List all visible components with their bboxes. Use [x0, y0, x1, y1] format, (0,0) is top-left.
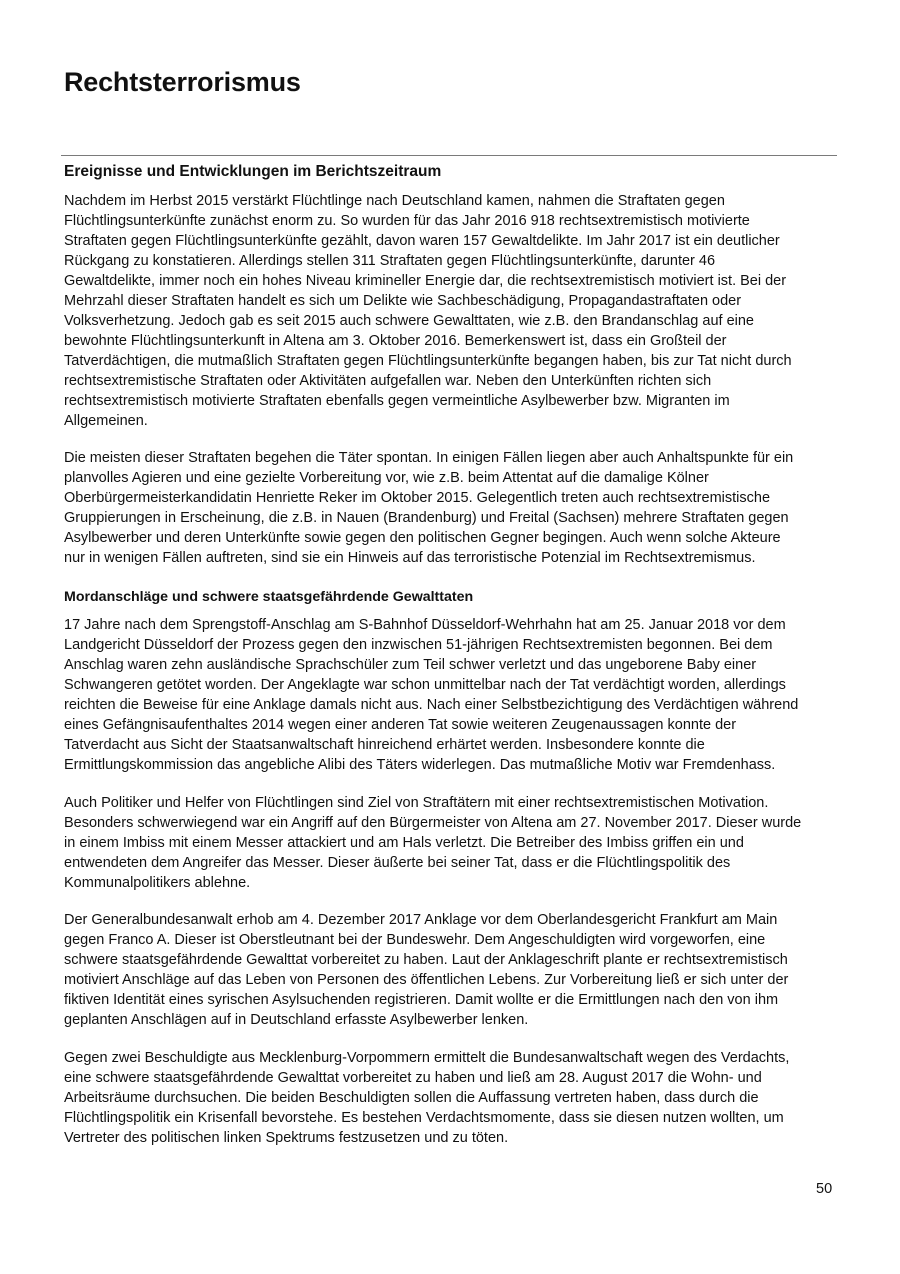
text-line: Tatverdacht aus Sicht der Staatsanwaltschaft hinreichend erhärtet werden. Insbesondere konnte die	[64, 737, 705, 753]
text-line: Der Generalbundesanwalt erhob am 4. Dezember 2017 Anklage vor dem Oberlandesgericht Frankfurt am Main	[64, 912, 778, 928]
text-line: reichten die Beweise für eine Anklage damals nicht aus. Nach einer Selbstbezichtigung des Verdächtigen während	[64, 697, 799, 713]
text-line: Gruppierungen in Erscheinung, die z.B. in Nauen (Brandenburg) und Freital (Sachsen) mehrere Straftaten gegen	[64, 510, 789, 526]
text-line: Volksverhetzung. Jedoch gab es seit 2015 auch schwere Gewalttaten, wie z.B. den Brandanschlag auf eine	[64, 313, 754, 329]
paragraph	[64, 191, 854, 431]
text-line: gegen Franco A. Dieser ist Oberstleutnant bei der Bundeswehr. Dem Angeschuldigten wird vorgeworfen, eine	[64, 932, 766, 948]
text-line: Die meisten dieser Straftaten begehen die Täter spontan. In einigen Fällen liegen aber auch Anhaltspunkte für ein	[64, 450, 794, 466]
text-line: schwere staatsgefährdende Gewalttat vorbereitet zu haben. Laut der Anklageschrift plante er rechtsextremistisch	[64, 952, 788, 968]
text-line: Kommunalpolitikers ablehne.	[64, 875, 251, 891]
text-line: 17 Jahre nach dem Sprengstoff-Anschlag am S-Bahnhof Düsseldorf-Wehrhahn hat am 25. Januar 2018 vor dem	[64, 617, 786, 633]
text-line: eine schwere staatsgefährdende Gewalttat vorbereitet zu haben und ließ am 28. August 2017 die Wohn- und	[64, 1070, 762, 1086]
text-line: rechtsextremistische Straftaten oder Aktivitäten aufgefallen war. Neben den Unterkünften richten sich	[64, 373, 712, 389]
text-line: entwendeten dem Angreifer das Messer. Dieser äußerte bei seiner Tat, dass er die Flüchtlingspolitik des	[64, 855, 731, 871]
text-line: Ermittlungskommission das angebliche Alibi des Täters widerlegen. Das mutmaßliche Motiv war Fremdenhass.	[64, 757, 776, 773]
text-line: Mehrzahl dieser Straftaten handelt es sich um Delikte wie Sachbeschädigung, Propagandastraftaten oder	[64, 293, 742, 309]
text-line: eines Gefängnisaufenthaltes 2014 wegen einer anderen Tat sowie weiteren Zeugenaussagen konnte der	[64, 717, 737, 733]
text-line: Flüchtlingsunterkünfte zunächst enorm zu. So wurden für das Jahr 2016 918 rechtsextremistisch motivierte	[64, 213, 750, 229]
text-line: rechtsextremistisch motivierte Straftaten ebenfalls gegen vermeintliche Asylbewerber bzw. Migranten im	[64, 393, 730, 409]
text-line: fiktiven Identität eines syrischen Asylsuchenden registrieren. Damit wollte er die Ermittlungen nach den von ihm	[64, 992, 779, 1008]
section-heading-ereignisse: Ereignisse und Entwicklungen im Berichtszeitraum	[64, 163, 442, 180]
text-line: geplanten Anschlägen auf in Deutschland erfasste Asylbewerber lenken.	[64, 1012, 529, 1028]
section-divider	[61, 155, 837, 156]
paragraph	[64, 448, 854, 568]
text-line: Nachdem im Herbst 2015 verstärkt Flüchtlinge nach Deutschland kamen, nahmen die Straftaten gegen	[64, 193, 725, 209]
text-line: Arbeitsräume durchsuchen. Die beiden Beschuldigten sollen die Auffassung vertreten haben, dass durch die	[64, 1090, 759, 1106]
text-line: Auch Politiker und Helfer von Flüchtlingen sind Ziel von Straftätern mit einer rechtsextremistischen Motivation.	[64, 795, 769, 811]
text-line: Landgericht Düsseldorf der Prozess gegen den inzwischen 51-jährigen Rechtsextremisten begonnen. Bei dem	[64, 637, 773, 653]
text-line: Asylbewerber und deren Unterkünfte sowie gegen den politischen Gegner begingen. Auch wenn solche Akteure	[64, 530, 781, 546]
text-line: Gewaltdelikte, immer noch ein hohes Niveau krimineller Energie dar, die rechtsextremistisch motiviert ist. Bei der	[64, 273, 787, 289]
text-line: Schwangeren getötet worden. Der Angeklagte war schon unmittelbar nach der Tat verdächtigt worden, allerdings	[64, 677, 786, 693]
text-line: in einem Imbiss mit einem Messer attackiert und am Hals verletzt. Die Betreiber des Imbiss griffen ein und	[64, 835, 744, 851]
text-line: Vertreter des politischen linken Spektrums festzusetzen und zu töten.	[64, 1130, 509, 1146]
text-line: Oberbürgermeisterkandidatin Henriette Reker im Oktober 2015. Gelegentlich treten auch rechtsextremistische	[64, 490, 771, 506]
text-line: Gegen zwei Beschuldigte aus Mecklenburg-Vorpommern ermittelt die Bundesanwaltschaft wegen des Verdachts,	[64, 1050, 790, 1066]
text-line: Besonders schwerwiegend war ein Angriff auf den Bürgermeister von Altena am 27. November 2017. Dieser wurde	[64, 815, 802, 831]
page-title: Rechtsterrorismus	[64, 67, 301, 97]
text-line: Allgemeinen.	[64, 413, 148, 429]
paragraph	[64, 910, 854, 1030]
text-line: motiviert Anschläge auf das Leben von Personen des öffentlichen Lebens. Zur Vorbereitung ließ er sich unter der	[64, 972, 789, 988]
text-line: planvolles Agieren und eine gezielte Vorbereitung vor, wie z.B. beim Attentat auf die damalige Kölner	[64, 470, 709, 486]
paragraph	[64, 793, 854, 893]
text-line: Anschlag waren zehn ausländische Sprachschüler zum Teil schwer verletzt und das ungeborene Baby einer	[64, 657, 757, 673]
text-line: Rückgang zu konstatieren. Allerdings stellen 311 Straftaten gegen Flüchtlingsunterkünfte, darunter 46	[64, 253, 716, 269]
paragraph	[64, 615, 854, 775]
text-line: bewohnte Flüchtlingsunterkunft in Altena am 3. Oktober 2016. Bemerkenswert ist, dass ein Großteil der	[64, 333, 727, 349]
text-line: Straftaten gegen Flüchtlingsunterkünfte gezählt, davon waren 157 Gewaltdelikte. Im Jahr 2017 ist ein deutlicher	[64, 233, 780, 249]
paragraph	[64, 1048, 854, 1148]
text-line: nur in wenigen Fällen auftreten, sind sie ein Hinweis auf das terroristische Potenzial im Rechtsextremismus.	[64, 550, 756, 566]
text-line: Flüchtlingspolitik ein Krisenfall bevorstehe. Es bestehen Verdachtsmomente, dass sie diesen nutzen wollten, um	[64, 1110, 784, 1126]
text-line: Tatverdächtigen, die mutmaßlich Straftaten gegen Flüchtlingsunterkünfte begangen haben, bis zur Tat nicht durch	[64, 353, 792, 369]
page-number: 50	[816, 1181, 833, 1197]
section-heading-mordanschlaege: Mordanschläge und schwere staatsgefährdende Gewalttaten	[64, 589, 474, 605]
